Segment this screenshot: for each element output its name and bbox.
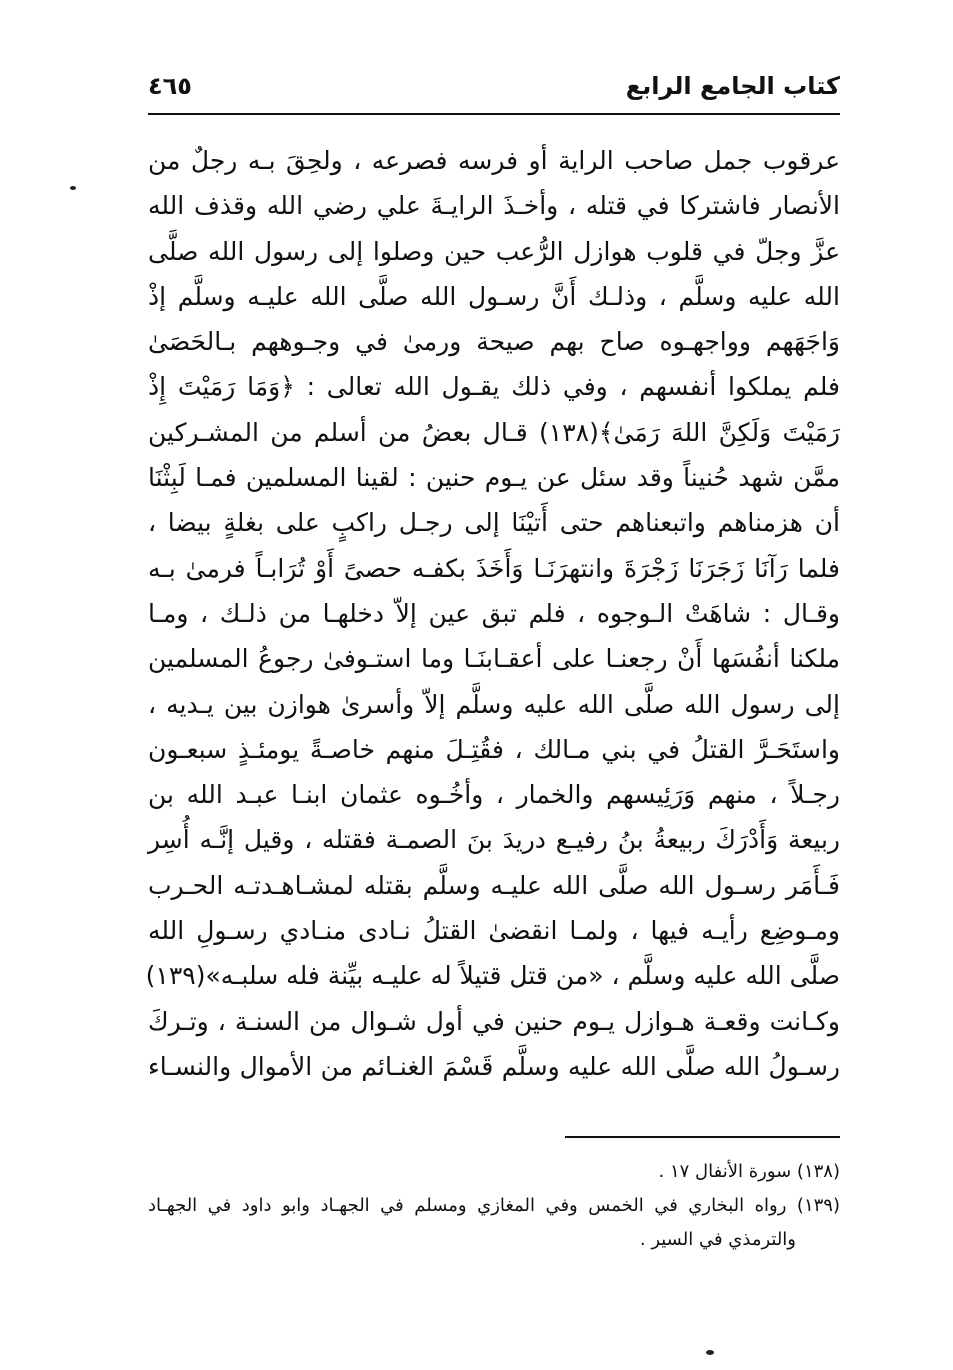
text-line: رجـلاً ، منهم وَرَئِيسهم والخمار ، وأخُـوه عثمان ابنـا عبـد الله بن bbox=[148, 780, 840, 810]
running-title: كتاب الجامع الرابع bbox=[625, 72, 840, 100]
footnote-139: (١٣٩) رواه البخاري في الخمس وفي المغازي ومسلم في الجهـاد وابو داود في الجهـاد bbox=[148, 1195, 840, 1216]
header-rule bbox=[148, 113, 840, 115]
text-line: ملكنا أنفُسَها أَنْ رجعنـا على أعقـابنَـا وما استـوفىٰ رجوعُ المسلمين bbox=[148, 644, 840, 674]
text-line: وكـانت وقعـة هـوازل يـوم حنين في أول شـوال من السنـة ، وتـركَ bbox=[148, 1006, 840, 1036]
body-text bbox=[145, 138, 841, 1089]
text-line: عزَّ وجلّ في قلوب هوازل الرُّعب حين وصلوا إلى رسول الله صلَّى bbox=[148, 236, 840, 266]
scan-speck bbox=[70, 186, 76, 190]
text-line: فلما رَآنَا زَجَرَنَا زَجْرَةَ وانتهرَنَـا وَأَخَذَ بكفـه حصىً أَوْ تُرَابـاً فرمىٰ بـه bbox=[148, 553, 840, 583]
scan-speck bbox=[706, 1350, 714, 1355]
footnote-138: (١٣٨) سورة الأنفال ١٧ . bbox=[658, 1161, 840, 1182]
text-line: ومـوضِع رأيـه فيها ، ولمـا انقضىٰ القتلُ نـادى منـادي رسـولِ الله bbox=[148, 916, 840, 946]
page-header bbox=[148, 68, 840, 112]
text-line: فلم يملكوا أنفسهم ، وفي ذلك يقـول الله تعالى : ﴿وَمَا رَمَيْتَ إِذْ bbox=[148, 372, 840, 402]
footnotes bbox=[148, 1155, 840, 1257]
text-line: رسـولُ الله صلَّى الله عليه وسلَّم قَسْمَ الغنـائم من الأموال والنسـاء bbox=[148, 1051, 840, 1081]
text-line: الله عليه وسلَّم ، وذلـك أَنَّ رسـول الله صلَّى الله عليـه وسلَّم إذْ bbox=[148, 281, 840, 311]
text-line: ربيعة وَأَدْرَكَ ربيعةُ بنُ رفيـع دريدَ بنَ الصمـة فقتله ، وقيل إنَّـه أُسِر bbox=[148, 825, 840, 855]
text-line: إلى رسول الله صلَّى الله عليه وسلَّم إلاّ وأسرىٰ هوازن بين يـديه ، bbox=[148, 689, 840, 719]
footnote-rule bbox=[565, 1136, 840, 1138]
page-number: ٤٦٥ bbox=[148, 72, 192, 100]
text-line: صلَّى الله عليه وسلَّم ، «من قتل قتيلاً له عليـه بيِّنة فله سلبـه»(١٣٩) bbox=[145, 961, 840, 991]
text-line: رَمَيْتَ وَلَكِنَّ اللهَ رَمَىٰ﴾(١٣٨) قـال بعضُ من أسلم من المشـركين bbox=[148, 417, 841, 447]
footnote-139-continued: والترمذي في السير . bbox=[639, 1229, 796, 1250]
text-line: وَاجَهَهم وواجهـوه صاح بهم صيحة ورمىٰ في وجـوههم بـالحَصَىٰ bbox=[148, 327, 840, 357]
text-line: وقـال : شاهَتْ الـوجوه ، فلم تبق عين إلاّ دخلهـا من ذلـك ، ومـا bbox=[148, 598, 840, 628]
text-line: واستَحَـرَّ القتلُ في بني مـالك ، فقُتِـلَ منهم خاصـةً يومئـذٍ سبعـون bbox=[148, 734, 840, 764]
text-line: عرقوب جمل صاحب الراية أو فرسه فصرعه ، ولحِقَ بـه رجلٌ من bbox=[148, 146, 840, 175]
text-line: فَـأَمَر رسـول الله صلَّى الله عليـه وسلَّم بقتله لمشـاهـدتـه الحـرب bbox=[148, 870, 840, 900]
text-line: أن هزمناهم واتبعناهم حتى أَتيْنَا إلى رجـل راكبٍ على بغلةٍ بيضا ، bbox=[148, 508, 840, 538]
text-line: الأنصار فاشتركا في قتله ، وأخـذَ الرايـةَ علي رضي الله وقذف الله bbox=[148, 191, 840, 221]
text-line: ممَّن شهد حُنيناً وقد سئل عن يـوم حنين : لقينا المسلمين فمـا لَبِثْنَا bbox=[148, 463, 840, 493]
